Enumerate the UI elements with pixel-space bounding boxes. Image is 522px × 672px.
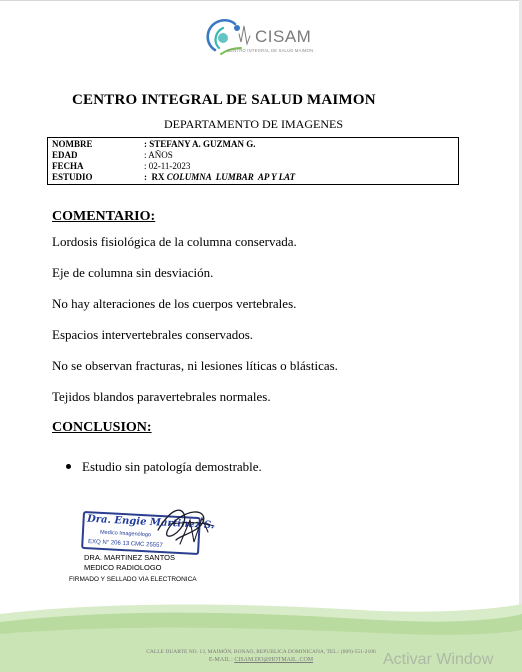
comentario-line: Eje de columna sin desviación. <box>52 265 214 280</box>
signature-role: MEDICO RADIOLOGO <box>84 563 162 572</box>
comentario-line: Espacios intervertebrales conservados. <box>52 327 254 342</box>
comentario-line: Lordosis fisiológica de la columna conservada. <box>52 234 297 249</box>
footer-address: CALLE DUARTE NO. 13, MAIMÓN, BONAO, REPUBLICA DOMINICANA, TEL.: (809)-551-2106 <box>146 649 376 655</box>
info-label: FECHA <box>52 161 84 171</box>
bullet-icon <box>66 464 71 469</box>
logo-wordmark: CISAM <box>255 27 312 46</box>
conclusion-heading: CONCLUSION: <box>52 420 152 435</box>
logo-subtitle: CENTRO INTEGRAL DE SALUD MAIMON <box>227 48 314 53</box>
comentario-line: No se observan fracturas, ni lesiones líticas o blásticas. <box>52 358 338 373</box>
info-value: : STEFANY A. GUZMAN G. <box>144 139 256 149</box>
comentario-heading: COMENTARIO: <box>52 209 156 224</box>
info-label: ESTUDIO <box>52 172 93 182</box>
stamp-doctor-name: Dra. Engie Martinez S. <box>86 513 215 532</box>
windows-activation-watermark: Activar Window <box>383 651 494 668</box>
handwritten-signature-icon <box>150 500 220 550</box>
info-value: : AÑOS <box>144 150 173 160</box>
comentario-line: Tejidos blandos paravertebrales normales. <box>52 389 271 404</box>
info-label: NOMBRE <box>52 139 93 149</box>
footer-email-label: E-MAIL : <box>208 657 235 663</box>
department-title: DEPARTAMENTO DE IMAGENES <box>164 117 343 131</box>
page-top-edge <box>0 0 522 1</box>
patient-info-box <box>47 137 459 185</box>
info-value: : RX COLUMNA LUMBAR AP Y LAT <box>144 172 296 182</box>
info-label: EDAD <box>52 150 78 160</box>
stamp-exequatur: EXQ N° 206 13 CMC 25557 <box>87 539 163 549</box>
signature-note: FIRMADO Y SELLADO VIA ELECTRONICA <box>69 576 197 583</box>
comentario-line: No hay alteraciones de los cuerpos vertebrales. <box>52 296 297 311</box>
footer-email-link[interactable]: CISAM.DO@HOTMAIL .COM <box>234 657 314 663</box>
conclusion-item: Estudio sin patología demostrable. <box>82 459 262 474</box>
stamp-specialty: Medico Imagenólogo <box>99 529 152 539</box>
signature-name: DRA. MARTINEZ SANTOS <box>84 553 175 562</box>
organization-title: CENTRO INTEGRAL DE SALUD MAIMON <box>72 92 376 108</box>
info-value: : 02-11-2023 <box>144 161 191 171</box>
cisam-logo <box>193 14 323 58</box>
